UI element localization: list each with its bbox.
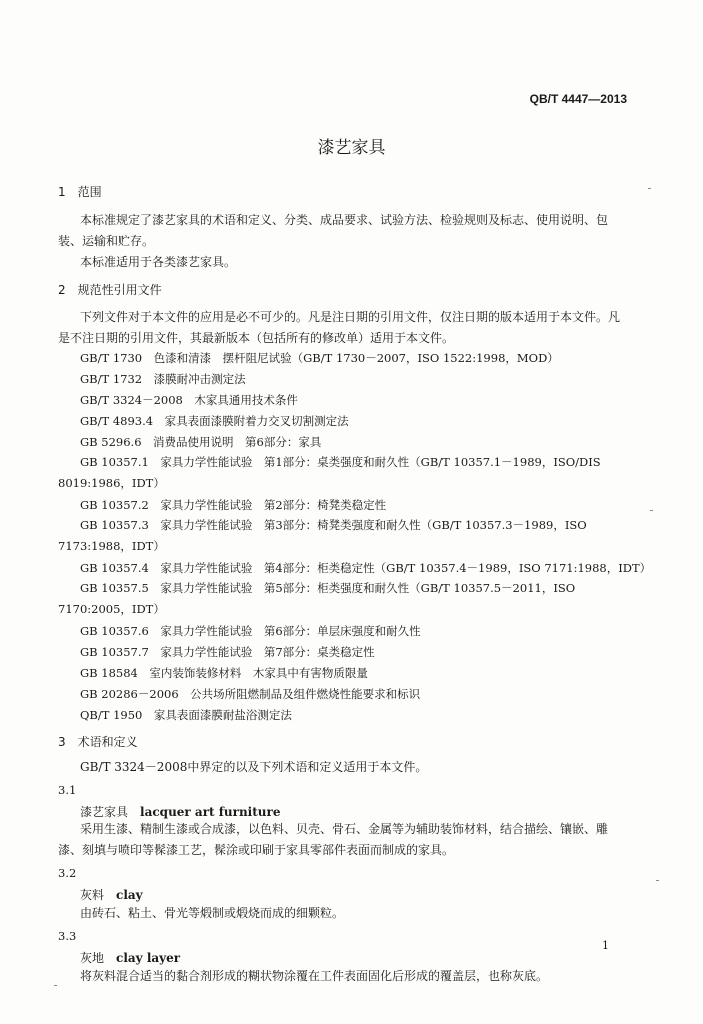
term-zh: 灰地	[80, 951, 105, 965]
reference-item: GB 18584 室内装饰装修材料 木家具中有害物质限量	[80, 666, 368, 680]
reference-item: GB/T 1730 色漆和清漆 摆杆阻尼试验（GB/T 1730－2007，ISO 1522:1998，MOD）	[80, 351, 559, 365]
term-zh: 灰料	[80, 888, 105, 902]
scan-speck	[650, 510, 653, 511]
scan-speck	[54, 985, 57, 986]
reference-item: GB 10357.6 家具力学性能试验 第6部分：单层床强度和耐久性	[80, 624, 421, 638]
reference-item: GB/T 3324－2008 木家具通用技术条件	[80, 393, 298, 407]
scan-speck	[648, 188, 651, 189]
section-2-intro: 下列文件对于本文件的应用是必不可少的。凡是注日期的引用文件，仅注日期的版本适用于本文件。凡是不注日期的引用文件，其最新版本（包括所有的修改单）适用于本文件。	[58, 310, 621, 345]
term-definition: 采用生漆、精制生漆或合成漆，以色料、贝壳、骨石、金属等为辅助装饰材料，结合描绘、镶嵌、雕漆、刻填与喷印等髹漆工艺，髹涂或印刷于家具零部件表面而制成的家具。	[58, 822, 609, 857]
section-3-intro: GB/T 3324－2008中界定的以及下列术语和定义适用于本文件。	[80, 760, 428, 774]
scan-speck	[656, 880, 659, 881]
standard-code: QB/T 4447—2013	[529, 92, 627, 106]
term-en: lacquer art furniture	[140, 805, 281, 819]
section-1-heading: 1 范围	[58, 185, 102, 199]
term-number: 3.3	[58, 929, 77, 943]
reference-item: GB 10357.7 家具力学性能试验 第7部分：桌类稳定性	[80, 645, 375, 659]
reference-item: GB/T 4893.4 家具表面漆膜附着力交叉切割测定法	[80, 414, 349, 428]
page-number: 1	[602, 939, 609, 952]
reference-item: GB 10357.1 家具力学性能试验 第1部分：桌类强度和耐久性（GB/T 10357.1－1989，ISO/DIS 8019:1986，IDT）	[58, 455, 601, 490]
reference-item: GB 10357.3 家具力学性能试验 第3部分：椅凳类强度和耐久性（GB/T 10357.3－1989，ISO 7173:1988，IDT）	[58, 518, 587, 553]
reference-item: GB 10357.2 家具力学性能试验 第2部分：椅凳类稳定性	[80, 498, 387, 512]
term-number: 3.1	[58, 783, 77, 797]
reference-item: GB 20286－2006 公共场所阻燃制品及组件燃烧性能要求和标识	[80, 687, 421, 701]
reference-item: GB 10357.4 家具力学性能试验 第4部分：柜类稳定性（GB/T 10357.4－1989，ISO 7171:1988，IDT）	[80, 561, 652, 575]
term-heading	[80, 949, 180, 966]
reference-item: QB/T 1950 家具表面漆膜耐盐浴测定法	[80, 708, 292, 722]
document-title: 漆艺家具	[317, 138, 386, 158]
term-en: clay layer	[116, 951, 181, 965]
reference-item: GB 5296.6 消费品使用说明 第6部分：家具	[80, 435, 322, 449]
section-3-heading: 3 术语和定义	[58, 735, 138, 749]
section-1-paragraph: 本标准规定了漆艺家具的术语和定义、分类、成品要求、试验方法、检验规则及标志、使用说明、包装、运输和贮存。	[58, 213, 609, 248]
term-definition: 将灰料混合适当的黏合剂形成的糊状物涂覆在工件表面固化后形成的覆盖层，也称灰底。	[80, 969, 549, 983]
term-zh: 漆艺家具	[80, 805, 129, 819]
reference-item: GB 10357.5 家具力学性能试验 第5部分：柜类强度和耐久性（GB/T 10357.5－2011，ISO 7170:2005，IDT）	[58, 581, 576, 616]
reference-item: GB/T 1732 漆膜耐冲击测定法	[80, 372, 246, 386]
term-heading	[80, 803, 280, 820]
term-definition: 由砖石、粘土、骨光等煅制或煅烧而成的细颗粒。	[80, 906, 345, 920]
term-en: clay	[116, 888, 143, 902]
term-number: 3.2	[58, 866, 77, 880]
term-heading	[80, 886, 143, 903]
section-2-heading: 2 规范性引用文件	[58, 283, 162, 297]
section-1-paragraph: 本标准适用于各类漆艺家具。	[80, 255, 237, 269]
